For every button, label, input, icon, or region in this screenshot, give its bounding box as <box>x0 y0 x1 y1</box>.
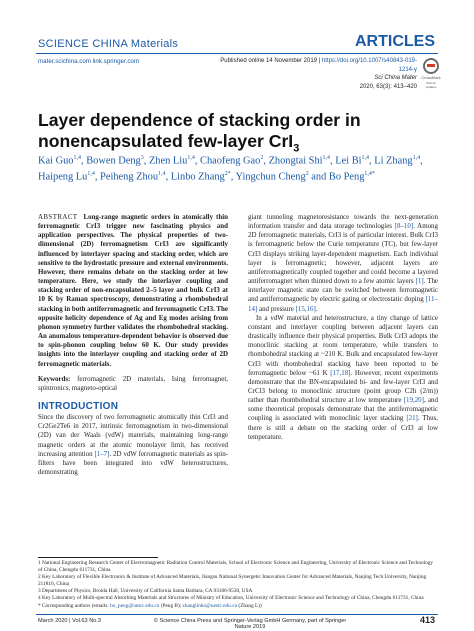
body-paragraph-2: In a vdW material and heterostructure, a tiny change of lattice constant and interlayer coupling between adjacent layers can drastically influence their physical properties. Bulk CrI3 adopts the monoclinic stacking at room temperature, while transfers to rhombohedral stacking at ~210 K. Bulk and encapsulated few-layer CrI3 with rhombohedral stacking have been reported to be ferromagnetic below ~61 K [17,18]. However, recent experiments demonstrate that the BN-encapsulated bi- and few-layer CrI3 and CrCl3 belong to monoclinic structure (point group C2h (2/m)) rather than rhombohedral structure at low temperature [19,20], and some theoretical proposals demonstrate that the antiferromagnetic coupling is associated with monoclinic layer stacking [21]. Thus, there is still a debate on the stacking order of CrI3 at low temperature. <box>248 313 439 441</box>
header-rule <box>36 53 438 54</box>
email-link[interactable]: zhanglinbo@uestc.edu.cn <box>182 602 238 609</box>
citation-link[interactable]: [1–7] <box>94 449 110 458</box>
author-affiliation: 1,4 <box>87 170 95 177</box>
footnotes <box>38 560 438 610</box>
author-name[interactable]: Li Zhang <box>374 155 413 167</box>
author-affiliation: 1,4 <box>322 155 331 161</box>
copyright: © Science China Press and Springer-Verlag GmbH Germany, part of Springer Nature 2019 <box>153 618 347 630</box>
citation-link[interactable]: [21] <box>406 414 418 423</box>
crossmark-badge[interactable] <box>421 58 441 89</box>
publication-info <box>210 57 417 91</box>
author-affiliation: 1,4 <box>158 170 166 177</box>
footnote-1: 1 National Engineering Research Center of Electromagnetic Radiation Control Materials, School of Electronic Science and Engineering, University of Electronic Science and Technology of China, Chengdu 611731, China <box>38 560 434 574</box>
author-name[interactable]: Kai Guo <box>38 155 74 167</box>
crossmark-icon <box>423 58 439 74</box>
article-title: Layer dependence of stacking order in nonencapsulated few-layer CrI$_3$ <box>38 110 361 155</box>
keywords <box>38 375 228 393</box>
footnote-2: 2 Key Laboratory of Flexible Electronics & Institute of Advanced Materials, Jiangsu National Synergetic Innovation Center for Advanced Materials, Nanjing Tech University, Nanjing 211816, China <box>38 574 427 588</box>
body-paragraph-1: giant tunneling magnetoresistance towards the next-generation information transfer and data storage technologies [8–10]. Among 2D ferromagnetic materials, CrI3 is of particular interest. Bulk CrI3 is ferromagnetic below the Curie temperature (TC), but few-layer CrI3 displays striking layer-dependent magnetism. Each individual layer is ferromagnetic; however, adjacent layers are antiferromagnetically coupled together and could become a layered antiferromagnet when thinned down to a few atomic layers [1]. The interlayer magnetic state can be switched between ferromagnetic and antiferromagnetic by electric gating or electrostatic doping [11–14] and pressure [15,16]. <box>248 213 438 313</box>
author-name[interactable]: Lei Bi <box>335 155 362 167</box>
issue-info: March 2020 | Vol.63 No.3 <box>38 618 102 624</box>
intro-heading: INTRODUCTION <box>38 400 119 412</box>
abstract-label: ABSTRACT <box>38 213 78 221</box>
author-name[interactable]: Chaofeng Gao <box>200 155 261 167</box>
footer-rule <box>36 614 438 615</box>
author-name[interactable]: Peiheng Zhou <box>100 171 159 183</box>
section-label: ARTICLES <box>355 33 435 50</box>
abstract <box>38 213 228 369</box>
author-affiliation: 1,4 <box>412 155 421 161</box>
citation-link[interactable]: [8–10] <box>394 222 414 231</box>
page-number: 413 <box>419 615 435 625</box>
author-name[interactable]: Linbo Zhang <box>170 171 225 183</box>
journal-sites[interactable]: mater.scichina.com link.springer.com <box>38 58 140 65</box>
footnote-4: 4 Key Laboratory of Multi-spectral Absorbing Materials and Structures of Ministry of Education, University of Electronic Science and Technology of China, Chengdu 611731, China <box>38 595 424 602</box>
keywords-label: Keywords: <box>38 374 71 383</box>
doi-link[interactable]: https://doi.org/10.1007/s40843-019-1214-y <box>321 58 417 73</box>
citation-link[interactable]: [1] <box>415 277 424 286</box>
footnote-rule <box>38 557 158 558</box>
intro-paragraph: Since the discovery of two ferromagnetic atomically thin CrI3 and Cr2Ge2Te6 in 2017, intrinsic ferromagnetism in two-dimensional (2D) van der Waals (vdW) materials, maintaining long-range magnetic orders at the atomic monolayer limit, has received increasing attention [1–7]. 2D vdW ferromagnetic materials as spin-filters have been integrated into vdW heterostructures, demonstrating <box>38 413 228 477</box>
author-affiliation: 1,4 <box>187 155 195 161</box>
keywords-text: ferromagnetic 2D materials, Ising ferromagnet, spintronics, magneto-optical <box>38 374 228 392</box>
author-name[interactable]: Yingchun Cheng <box>235 171 306 183</box>
author-affiliation: 3 <box>140 155 144 161</box>
author-name[interactable]: Zhongtai Shi <box>268 155 323 167</box>
citation-link[interactable]: [15,16] <box>295 304 316 313</box>
corresponding-authors: * Corresponding authors (emails: bo_peng@uestc.edu.cn (Peng B); zhanglinbo@uestc.edu.cn (Zhang L)) <box>38 602 262 609</box>
author-affiliation: 1,4* <box>364 170 375 177</box>
right-column <box>248 213 438 442</box>
volume-info: 2020, 63(3): 413–420 <box>359 83 417 90</box>
journal-name: SCIENCE CHINA Materials <box>38 38 179 50</box>
author-affiliation: 2 <box>305 170 309 177</box>
author-list: Kai Guo$^{1,4}$, Bowen Deng$^3$, Zhen Liu$^{1,4}$, Chaofeng Gao$^2$, Zhongtai Shi$^{1,4}$, Lei Bi$^{1,4}$, Li Zhang$^{1,4}$, Haipeng Lu$^{1,4}$, Peiheng Zhou$^{1,4}$, Linbo Zhang$^{2*}$, Yingchun Cheng$^2$ and Bo Peng$^{1,4*}$ <box>38 155 423 183</box>
journal-short: Sci China Mater <box>374 75 417 82</box>
left-column <box>38 213 228 477</box>
author-name[interactable]: Haipeng Lu <box>38 171 88 183</box>
author-name[interactable]: Bowen Deng <box>86 155 141 167</box>
citation-link[interactable]: [19,20] <box>403 396 424 405</box>
abstract-text: Long-range magnetic orders in atomically thin ferromagnetic CrI3 trigger new fascinating physics and application perspectives. The physical properties of two-dimensional (2D) ferromagnetism CrI3 are significantly influenced by interlayer spacing and stacking order, which are sensitive to the hydrostatic pressure and external environments. However, there remains debate on the stacking order at low temperature. Here, we study the interlayer coupling and stacking order of non-encapsulated 2–5 layer and bulk CrI3 at 10 K by Raman spectroscopy, demonstrating a rhombohedral stacking in both antiferromagnetic and ferromagnetic CrI3. The opposite helicity dependence of Ag and Eg modes arising from phonon symmetry further validates the rhombohedral stacking. An anomalous temperature-dependent behavior is observed due to spin-phonon coupling below 60 K. Our study provides insights into the interlayer coupling and stacking order of 2D ferromagnetic materials. <box>38 213 229 368</box>
crossmark-label: CrossMark <box>421 75 441 80</box>
published-date: Published online 14 November 2019 | <box>220 58 322 64</box>
author-affiliation: 1,4 <box>361 155 370 161</box>
citation-link[interactable]: [11–14] <box>248 295 438 313</box>
crossmark-sub: click for updates <box>425 81 437 89</box>
footnote-3: 3 Department of Physics, Broida Hall, University of California Santa Barbara, CA 93106-9530, USA <box>38 588 253 595</box>
email-link[interactable]: bo_peng@uestc.edu.cn <box>110 602 160 609</box>
author-affiliation: 2* <box>224 170 231 177</box>
citation-link[interactable]: [17,18] <box>330 368 351 377</box>
author-name[interactable]: Bo Peng <box>328 171 365 183</box>
author-affiliation: 2 <box>260 155 264 161</box>
author-affiliation: 1,4 <box>73 155 81 161</box>
author-name[interactable]: Zhen Liu <box>148 155 188 167</box>
